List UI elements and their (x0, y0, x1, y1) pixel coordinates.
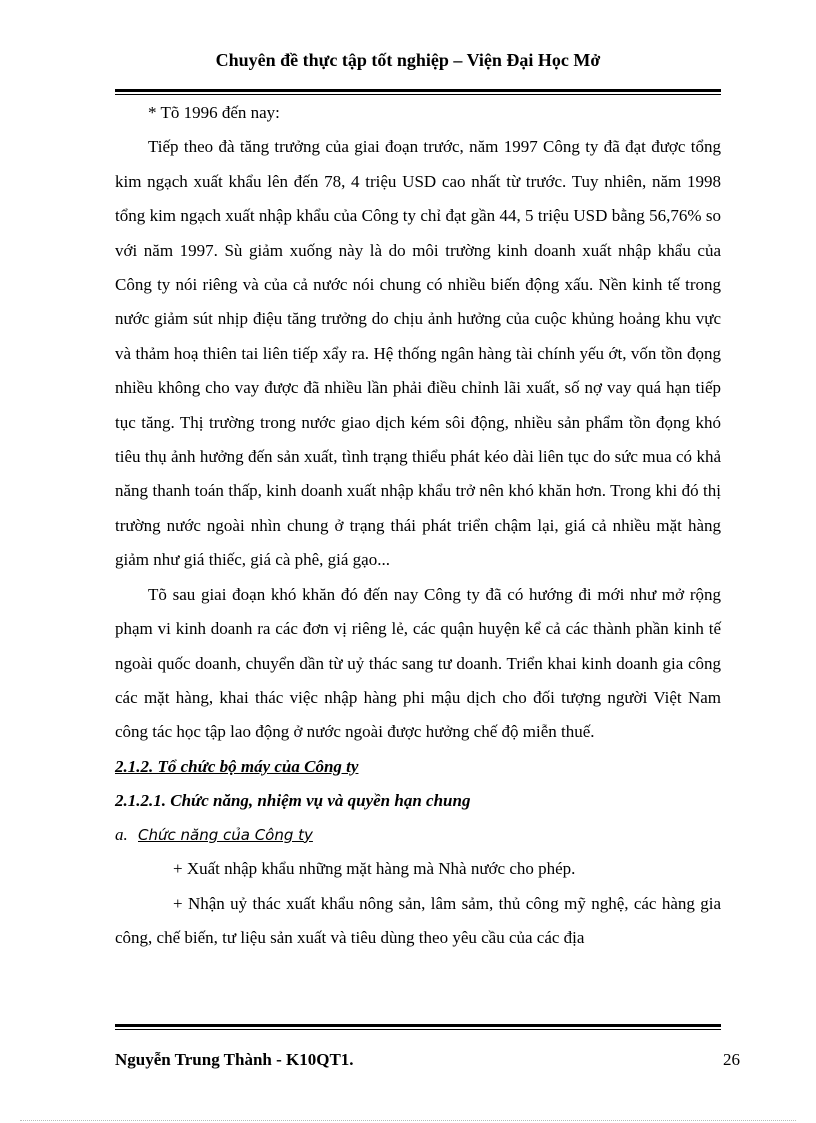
intro-line: * Tõ 1996 đến nay: (148, 103, 280, 122)
page-header-title: Chuyên đề thực tập tốt nghiệp – Viện Đại Học Mở (215, 50, 601, 70)
page-edge-divider (20, 1120, 796, 1121)
page-number: 26 (723, 1050, 740, 1069)
footer-author: Nguyễn Trung Thành - K10QT1. (115, 1050, 354, 1069)
bullet-item: + Nhận uỷ thác xuất khẩu nông sản, lâm sảm, thủ công mỹ nghệ, các hàng gia công, chế biến, tư liệu sản xuất và tiêu dùng theo yêu cầu của các địa (115, 893, 721, 947)
header-rule (115, 89, 721, 95)
bullet-item: + Xuất nhập khẩu những mặt hàng mà Nhà nước cho phép. (173, 859, 576, 879)
subsection-letter: a. (115, 824, 128, 844)
subsection-a (115, 818, 721, 852)
subsection-heading: 2.1.2.1. Chức năng, nhiệm vụ và quyền hạn chung (115, 790, 471, 810)
document-body (115, 96, 721, 955)
paragraph-2: Tõ sau giai đoạn khó khăn đó đến nay Công ty đã có hướng đi mới như mở rộng phạm vi kinh doanh ra các đơn vị riêng lẻ, các quận huyện kể cả các thành phần kinh tế ngoài quốc doanh, chuyển dần từ uỷ thác sang tư doanh. Triển khai kinh doanh gia công các mặt hàng, khai thác việc nhập hàng phi mậu dịch cho đối tượng người Việt Nam công tác học tập lao động ở nước ngoài được hưởng chế độ miễn thuế. (115, 584, 721, 742)
subsection-label: Chức năng của Công ty (138, 825, 313, 844)
paragraph-1: Tiếp theo đà tăng trưởng của giai đoạn trước, năm 1997 Công ty đã đạt được tổng kim ngạch xuất khẩu lên đến 78, 4 triệu USD cao nhất từ trước. Tuy nhiên, năm 1998 tổng kim ngạch xuất nhập khẩu của Công ty chỉ đạt gần 44, 5 triệu USD bằng 56,76% so với năm 1997. Sù giảm xuống này là do môi trường kinh doanh xuất nhập khẩu của Công ty nói riêng và của cả nước nói chung có nhiều biến động xấu. Nền kinh tế trong nước giảm sút nhịp điệu tăng trưởng do chịu ảnh hưởng của cuộc khủng hoảng khu vực và thảm hoạ thiên tai liên tiếp xẩy ra. Hệ thống ngân hàng tài chính yếu ớt, vốn tồn đọng nhiều không cho vay được đã nhiều lần phải điều chỉnh lãi xuất, số nợ vay quá hạn tiếp tục tăng. Thị trường trong nước giao dịch kém sôi động, nhiều sản phẩm tồn đọng khó tiêu thụ ảnh hưởng đến sản xuất, tình trạng thiểu phát kéo dài liên tục do sức mua có khả năng thanh toán thấp, kinh doanh xuất nhập khẩu trở nên khó khăn hơn. Trong khi đó thị trường nước ngoài nhìn chung ở trạng thái phát triển chậm lại, giá cả nhiều mặt hàng giảm như giá thiếc, giá cà phê, giá gạo... (115, 137, 721, 570)
section-heading: 2.1.2. Tổ chức bộ máy của Công ty (115, 756, 359, 776)
footer-rule (115, 1024, 721, 1030)
